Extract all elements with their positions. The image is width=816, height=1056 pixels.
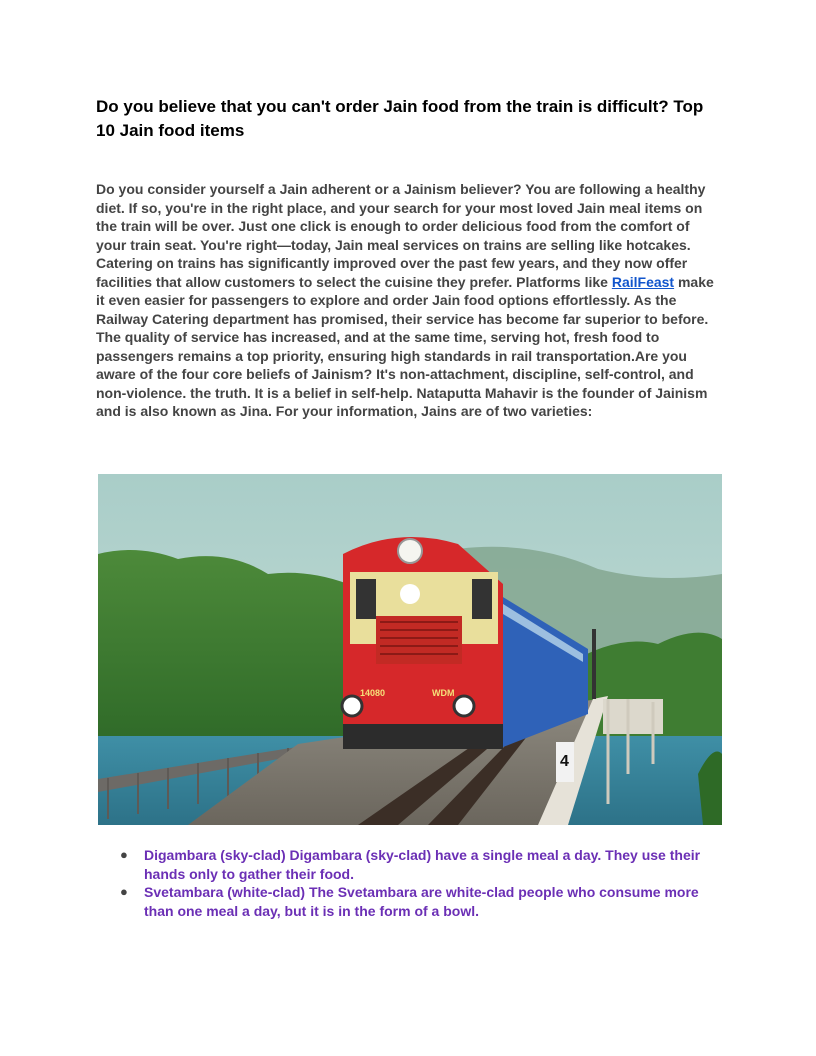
- list-item: [96, 846, 721, 883]
- bullet-dot-icon: ●: [120, 847, 128, 862]
- list-item: [96, 883, 721, 920]
- list-item-text: Digambara (sky-clad) Digambara (sky-clad) have a single meal a day. They use their hands only to gather their food.: [144, 847, 701, 882]
- bullet-dot-icon: ●: [120, 884, 128, 899]
- left-hill: [98, 550, 358, 744]
- svg-text:4: 4: [560, 753, 569, 770]
- paragraph-text-end: make it even easier for passengers to explore and order Jain food options effortlessly. As the Railway Catering department has promised, their service has become far superior to before. The quality of service has increased, and at the same time, serving hot, fresh food to passengers remains a top priority, ensuring high standards in rail transportation.Are you aware of the four core beliefs of Jainism? It's non-attachment, discipline, self-control, and non-violence. the truth. It is a belief in self-help. Nataputta Mahavir is the founder of Jainism and is also known as Jina. For your information, Jains are of two varieties:: [96, 273, 714, 419]
- paragraph-text-start: Do you consider yourself a Jain adherent or a Jainism believer? You are following a healthy diet. If so, you're in the right place, and your search for your most loved Jain meal items on the train will be over. Just one click is enough to order delicious food from the comfort of your train seat. You're right—today, Jain meal services on trains are selling like hotcakes. Catering on trains has significantly improved over the past few years, and they now offer facilities that allow customers to select the cuisine they prefer. Platforms like: [96, 181, 706, 290]
- headlight: [398, 539, 422, 563]
- jain-varieties-list: [96, 846, 721, 920]
- list-item-text: Svetambara (white-clad) The Svetambara are white-clad people who consume more than one meal a day, but it is in the form of a bowl.: [144, 884, 699, 919]
- article-title: Do you believe that you can't order Jain food from the train is difficult? Top 10 Jain food items: [96, 97, 704, 140]
- svg-text:WDM: WDM: [432, 688, 455, 698]
- train-photo: [98, 474, 722, 825]
- intro-paragraph: [96, 180, 721, 421]
- svg-text:14080: 14080: [360, 688, 386, 698]
- railfeast-link[interactable]: RailFeast: [611, 273, 675, 290]
